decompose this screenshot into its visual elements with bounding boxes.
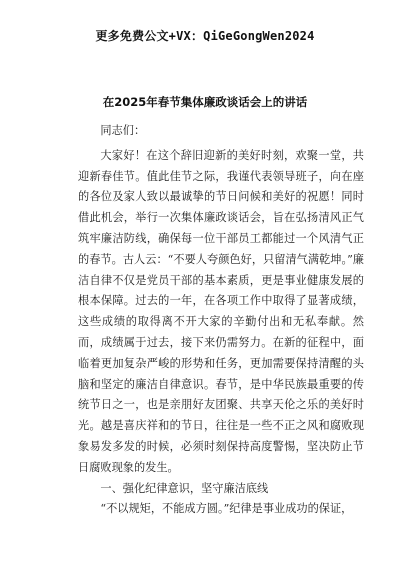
salutation: 同志们： xyxy=(100,124,146,137)
document-title: 在2025年春节集体廉政谈话会上的讲话 xyxy=(102,95,308,109)
promo-header: 更多免费公文+VX：QiGeGongWen2024 xyxy=(95,29,315,43)
section-paragraph: “不以规矩，不能成方圆。”纪律是事业成功的保证， xyxy=(100,502,353,516)
document-body xyxy=(78,121,364,520)
body-paragraph: 大家好！在这个辞旧迎新的美好时刻，欢聚一堂，共迎新春佳节。值此佳节之际，我谨代表领导班子，向在座的各位及家人致以最诚挚的节日问候和美好的祝愿！同时借此机会，举行一次集体廉政谈话会，旨在弘扬清风正气筑牢廉洁防线，确保每一位干部员工都能过一个风清气正的春节。古人云：“不要人夸颜色好，只留清气满乾坤。”廉洁自律不仅是党员干部的基本素质，更是事业健康发展的根本保障。过去的一年，在各项工作中取得了显著成绩，这些成绩的取得离不开大家的辛勤付出和无私奉献。然而，成绩属于过去，接下来仍需努力。在新的征程中，面临着更加复杂严峻的形势和任务，更加需要保持清醒的头脑和坚定的廉洁自律意识。春节，是中华民族最重要的传统节日之一，也是亲朋好友团聚、共享天伦之乐的美好时光。越是喜庆祥和的节日，往往是一些不正之风和腐败现象易发多发的时候，必须时刻保持高度警惕，坚决防止节日腐败现象的发生。 xyxy=(78,148,364,474)
section-heading: 一、强化纪律意识，坚守廉洁底线 xyxy=(100,481,269,495)
